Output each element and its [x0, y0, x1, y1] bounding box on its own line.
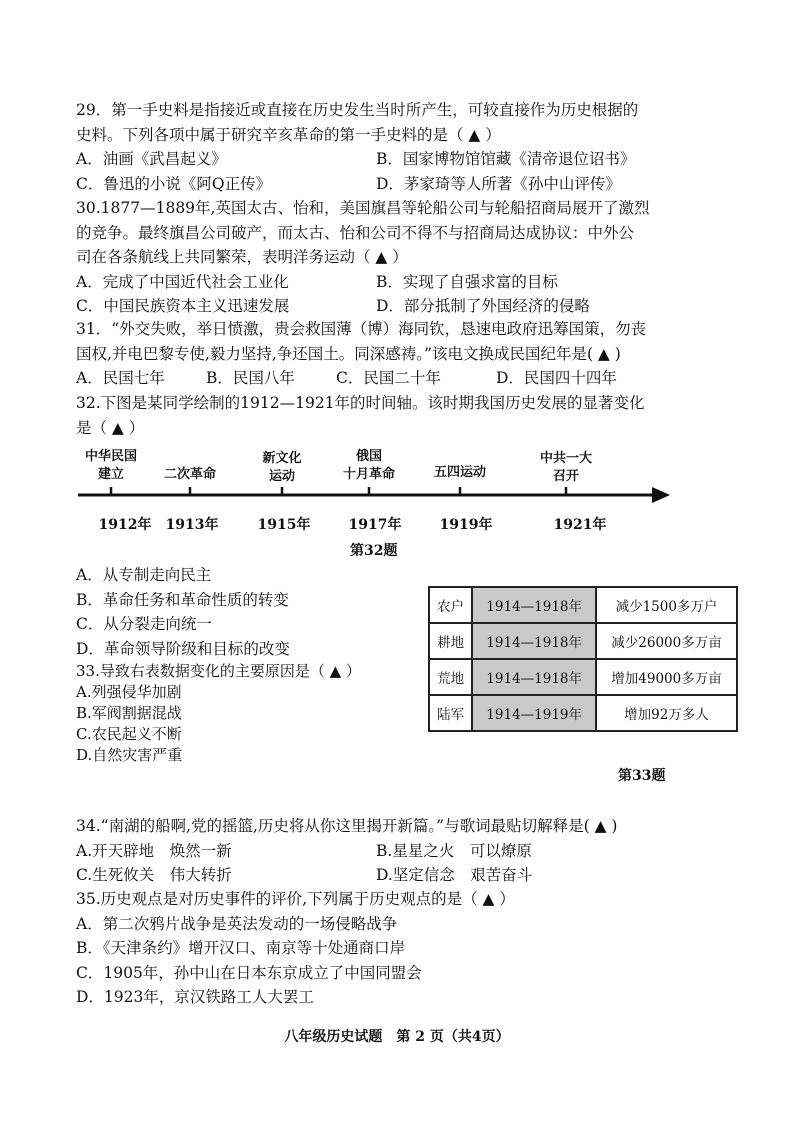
table-cell: 减少26000多万亩 — [596, 623, 737, 659]
option-a: A．油画《武昌起义》 — [76, 150, 227, 168]
timeline-year: 1915年 — [257, 517, 311, 533]
event-label: 中华民国 — [84, 449, 137, 464]
question-30-stem: 30.1877—1889年,英国太古、怡和，美国旗昌等轮船公司与轮船招商局展开了激烈 — [76, 199, 650, 217]
option-c: C．从分裂走向统一 — [76, 615, 212, 633]
question-31-stem: 31．“外交失败，举日愤激，贵会救国薄（博）海同钦，恳速电政府迅筹国策，勿丧 — [76, 320, 647, 338]
table-cell: 农户 — [429, 587, 472, 623]
option-b: B．实现了自强求富的目标 — [376, 272, 558, 291]
table-cell: 耕地 — [429, 623, 472, 659]
option-a: A．从专制走向民主 — [76, 566, 212, 584]
event-label: 十月革命 — [342, 467, 395, 482]
option-c: C．1905年，孙中山在日本东京成立了中国同盟会 — [76, 963, 422, 982]
question-34-stem: 34.“南湖的船啊,党的摇篮,历史将从你这里揭开新篇。”与歌词最贴切解释是( ▲ ) — [76, 817, 618, 835]
timeline-year: 1917年 — [348, 517, 402, 533]
option-d: D.自然灾害严重 — [76, 746, 183, 764]
option-c: C.农民起义不断 — [76, 725, 182, 743]
question-34 — [76, 814, 716, 888]
option-d: D．革命领导阶级和目标的改变 — [76, 639, 290, 658]
option-b: B．民国八年 — [206, 369, 295, 387]
table-row — [429, 695, 737, 731]
option-b: B．国家博物馆馆藏《清帝退位诏书》 — [376, 150, 636, 168]
option-c: C．民国二十年 — [336, 369, 441, 387]
event-label: 中共一大 — [539, 451, 592, 466]
option-b: B．《天津条约》增开汉口、南京等十处通商口岸 — [76, 939, 406, 957]
question-30-stem: 司在各条航线上共同繁荣，表明洋务运动（ ▲ ） — [76, 248, 408, 266]
question-29-stem: 29．第一手史料是指接近或直接在历史发生当时所产生，可较直接作为历史根据的 — [76, 101, 639, 119]
question-32-options — [76, 563, 416, 661]
option-a: A.开天辟地 焕然一新 — [76, 841, 232, 860]
timeline-event — [237, 450, 327, 486]
timeline-event — [415, 464, 505, 482]
question-29-stem: 史料。下列各项中属于研究辛亥革命的第一手史料的是（ ▲ ） — [76, 125, 501, 144]
page-footer: 八年级历史试题 第 2 页（共4页） — [284, 1029, 510, 1045]
table-cell: 荒地 — [429, 659, 472, 695]
option-d: D.坚定信念 艰苦奋斗 — [376, 866, 533, 884]
option-d: D．民国四十四年 — [496, 369, 617, 387]
option-a: A．民国七年 — [76, 369, 165, 387]
option-d: D．1923年，京汉铁路工人大罢工 — [76, 988, 314, 1006]
table-row — [429, 623, 737, 659]
option-a: A．完成了中国近代社会工业化 — [76, 272, 289, 291]
table-cell: 陆军 — [429, 695, 472, 731]
timeline-year: 1919年 — [439, 517, 493, 533]
question-31-stem: 国权,并电巴黎专使,毅力坚持,争还国土。同深感祷。”该电文换成民国纪年是( ▲ ) — [76, 344, 621, 363]
event-label: 运动 — [268, 469, 295, 484]
table-cell: 增加49000多万亩 — [596, 659, 737, 695]
table-row — [429, 587, 737, 623]
question-35 — [76, 887, 716, 1010]
option-b: B.军阀割据混战 — [76, 704, 182, 722]
figure-caption: 第32题 — [350, 543, 398, 559]
timeline-year: 1913年 — [165, 517, 219, 533]
table-cell: 增加92万多人 — [596, 695, 737, 731]
question-30-stem: 的竞争。最终旗昌公司破产，而太古、怡和公司不得不与招商局达成协议：中外公 — [76, 223, 635, 242]
timeline-event — [521, 450, 611, 486]
timeline-event — [324, 448, 414, 484]
timeline-year: 1912年 — [98, 517, 152, 533]
table-row — [429, 659, 737, 695]
event-label: 新文化 — [262, 451, 302, 466]
option-a: A．第二次鸦片战争是英法发动的一场侵略战争 — [76, 914, 398, 933]
data-table — [428, 586, 738, 732]
question-35-stem: 35.历史观点是对历史事件的评价,下列属于历史观点的是（ ▲ ） — [76, 890, 515, 908]
table-caption: 第33题 — [618, 768, 666, 784]
question-33-stem: 33.导致右表数据变化的主要原因是（ ▲ ） — [76, 662, 361, 680]
option-b: B．革命任务和革命性质的转变 — [76, 590, 289, 609]
option-b: B.星星之火 可以燎原 — [376, 841, 532, 860]
event-label: 二次革命 — [163, 467, 216, 482]
question-33 — [76, 661, 416, 766]
event-label: 建立 — [97, 467, 124, 482]
event-label: 五四运动 — [433, 465, 486, 480]
option-c: C．鲁迅的小说《阿Q正传》 — [76, 174, 272, 193]
table-cell: 1914—1918年 — [472, 623, 596, 659]
option-c: C.生死攸关 伟大转折 — [76, 866, 232, 884]
table-cell: 1914—1919年 — [472, 695, 596, 731]
option-c: C．中国民族资本主义迅速发展 — [76, 297, 290, 315]
question-34-options — [76, 839, 716, 888]
event-label: 俄国 — [355, 449, 382, 464]
table-cell: 1914—1918年 — [472, 587, 596, 623]
timeline-year: 1921年 — [553, 517, 607, 533]
option-a: A.列强侵华加剧 — [76, 683, 182, 701]
question-32-stem: 32.下图是某同学绘制的1912—1921年的时间轴。该时期我国历史发展的显著变化 — [76, 394, 645, 412]
question-32-stem: 是（ ▲ ） — [76, 418, 145, 437]
option-d: D．部分抵制了外国经济的侵略 — [376, 297, 590, 315]
event-label: 召开 — [552, 469, 579, 484]
option-d: D．茅家琦等人所著《孙中山评传》 — [376, 174, 621, 193]
table-cell: 1914—1918年 — [472, 659, 596, 695]
timeline-event — [145, 466, 235, 484]
table-cell: 减少1500多万户 — [596, 587, 737, 623]
timeline-event — [66, 448, 156, 484]
